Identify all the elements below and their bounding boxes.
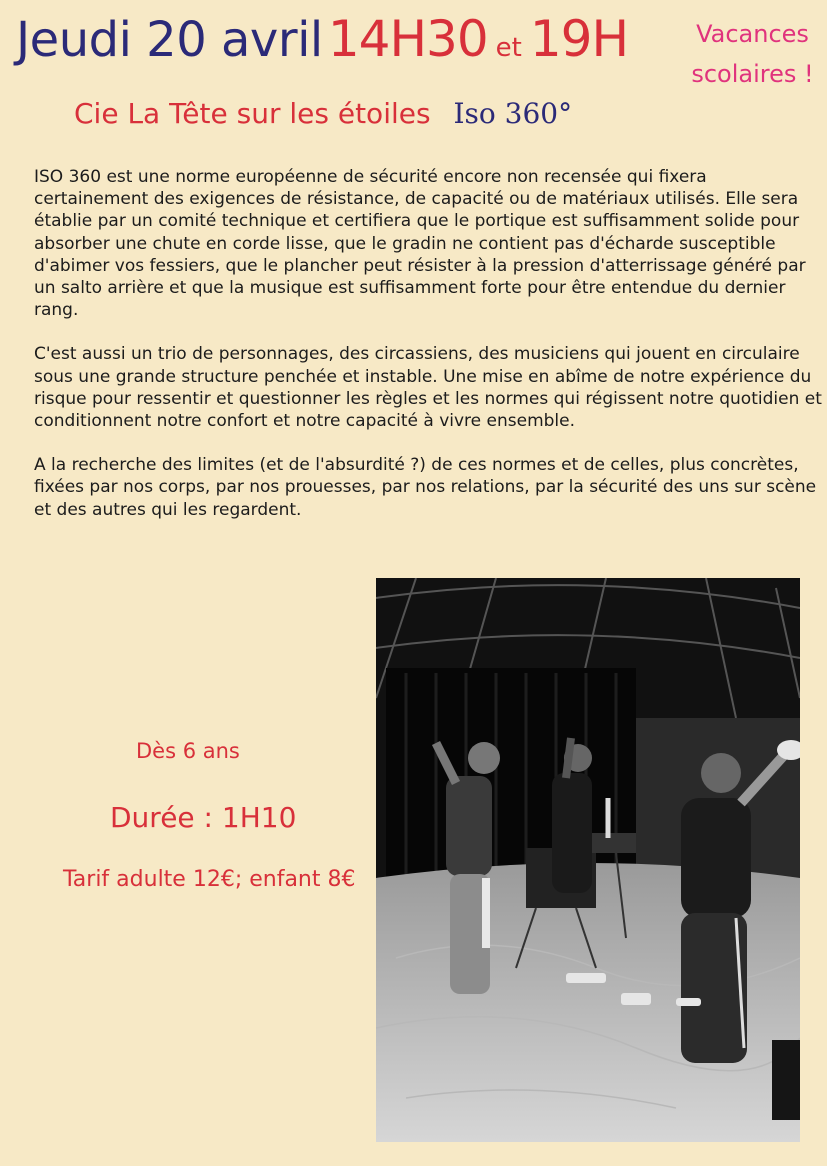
price-info: Tarif adulte 12€; enfant 8€ bbox=[63, 867, 356, 892]
holiday-note-line-1: Vacances bbox=[696, 20, 809, 48]
event-time-1: 14H30 bbox=[327, 10, 488, 68]
event-time-2: 19H bbox=[529, 10, 629, 68]
duration-info: Durée : 1H10 bbox=[110, 801, 297, 834]
company-name: Cie La Tête sur les étoiles bbox=[74, 97, 431, 130]
time-conjunction: et bbox=[495, 33, 522, 63]
age-info: Dès 6 ans bbox=[136, 739, 240, 763]
description-paragraph-1: ISO 360 est une norme européenne de sécurité encore non recensée qui fixera certainement des exigences de résistance, de capacité ou de matériaux utilisés. Elle sera établie par un comité technique et certifiera que le portique est suffisamment solide pour absorber une chute en corde lisse, que le gradin ne contient pas d'écharde susceptible d'abimer vos fessiers, que le plancher peut résister à la pression d'atterrissage généré par un salto arrière et que la musique est suffisamment forte pour être entendue du dernier rang. bbox=[34, 167, 806, 321]
holiday-note-line-2: scolaires ! bbox=[691, 60, 814, 88]
performance-photo bbox=[376, 578, 800, 1142]
event-headline bbox=[16, 10, 629, 68]
description bbox=[34, 166, 824, 543]
description-paragraph-2: C'est aussi un trio de personnages, des circassiens, des musiciens qui jouent en circulaire sous une grande structure penchée et instable. Une mise en abîme de notre expérience du risque pour ressentir et questionner les règles et les normes qui régissent notre quotidien et conditionnent notre confort et notre capacité à vivre ensemble. bbox=[34, 344, 822, 432]
description-paragraph-3: A la recherche des limites (et de l'absurdité ?) de ces normes et de celles, plus concrètes, fixées par nos corps, par nos prouesses, par nos relations, par la sécurité des uns sur scène et des autres qui les regardent. bbox=[34, 455, 817, 520]
show-subtitle bbox=[74, 97, 573, 130]
performance-photo-illustration bbox=[376, 578, 800, 1142]
show-title: Iso 360° bbox=[453, 97, 573, 130]
holiday-note bbox=[690, 14, 815, 94]
event-date: Jeudi 20 avril bbox=[16, 12, 323, 68]
